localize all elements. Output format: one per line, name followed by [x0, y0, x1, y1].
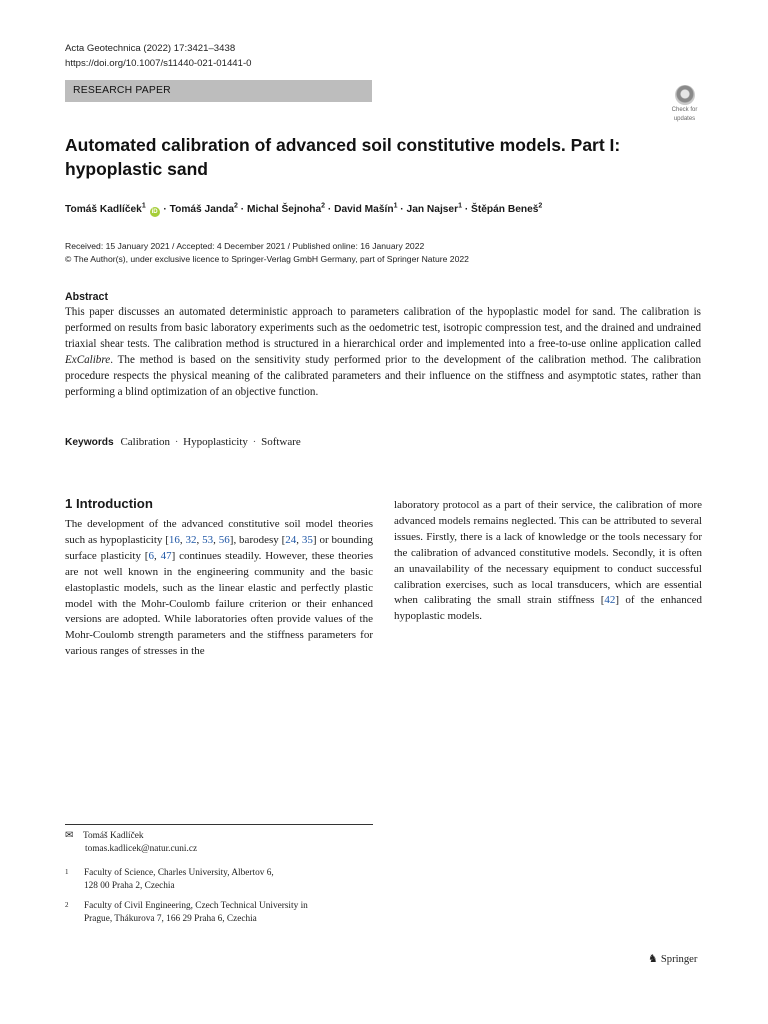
correspondence-email[interactable]: tomas.kadlicek@natur.cuni.cz [85, 844, 198, 854]
publisher-name: Springer [660, 954, 698, 965]
article-type-label: RESEARCH PAPER [73, 85, 171, 96]
badge-text-line1: Check for [671, 107, 698, 113]
footnote-rule [65, 824, 373, 825]
author-separator: · [237, 204, 247, 215]
doi-link[interactable]: https://doi.org/10.1007/s11440-021-01441-0 [65, 58, 252, 69]
keyword: Calibration [120, 436, 170, 448]
intro-paragraph-right [394, 498, 702, 625]
keywords-line [65, 436, 301, 448]
body-text: , [296, 533, 302, 546]
author-separator: · [160, 204, 170, 215]
keyword-separator: · [171, 436, 182, 448]
check-for-updates-badge[interactable] [667, 85, 702, 125]
citation-link[interactable]: 24 [285, 533, 297, 546]
author-affiliation-mark: 1 [393, 202, 398, 210]
author-list [65, 203, 725, 217]
publication-dates: Received: 15 January 2021 / Accepted: 4 December 2021 / Published online: 16 January 2022 [65, 241, 425, 251]
author-name[interactable]: Tomáš Janda [169, 204, 234, 215]
author-affiliation-mark: 2 [321, 202, 326, 210]
affiliation-number: 1 [65, 868, 69, 876]
copyright-notice: © The Author(s), under exclusive licence to Springer-Verlag GmbH Germany, part of Springer Nature 2022 [65, 254, 469, 264]
keyword: Hypoplasticity [183, 436, 248, 448]
abstract-part-1: This paper discusses an automated deterministic approach to parameters calibration of the hypoplastic model for sand. The calibration is performed on results from basic laboratory experiments such as the oedometric test, isotropic compression test, and the drained and undrained triaxial shear tests. The calibration method is structured in a hierarchical order and implemented into a free-to-use online application called [65, 306, 701, 350]
abstract-heading: Abstract [65, 291, 108, 303]
publisher-logo [648, 952, 697, 965]
orcid-icon[interactable]: iD [151, 209, 158, 215]
author-name[interactable]: Štěpán Beneš [471, 204, 539, 215]
journal-header [65, 41, 252, 71]
affiliation-line: Faculty of Civil Engineering, Czech Technical University in [84, 901, 308, 911]
affiliation-line: Prague, Thákurova 7, 166 29 Praha 6, Czechia [84, 914, 257, 924]
body-text: ] of the enhanced hypoplastic models. [394, 594, 703, 623]
envelope-icon: ✉ [65, 830, 74, 841]
affiliation-1 [65, 867, 404, 893]
author-name[interactable]: Tomáš Kadlíček [65, 204, 142, 215]
body-text: The development of the advanced constitutive soil model theories such as hypoplasticity [ [65, 518, 373, 546]
correspondence-name: Tomáš Kadlíček [83, 831, 144, 841]
keyword: Software [261, 436, 301, 448]
citation-link[interactable]: 16 [168, 533, 180, 546]
author-affiliation-mark: 1 [458, 202, 462, 210]
badge-text-line2: updates [673, 115, 696, 122]
journal-citation: Acta Geotechnica (2022) 17:3421–3438 [65, 43, 236, 54]
title-line-1: Automated calibration of advanced soil constitutive models. Part I: [65, 135, 621, 155]
author-affiliation-mark: 2 [538, 202, 543, 210]
body-text: ], barodesy [ [229, 533, 286, 546]
citation-link[interactable]: 32 [185, 533, 197, 546]
keyword-separator: · [249, 436, 260, 448]
body-text: ] or bounding surface plasticity [ [65, 533, 374, 562]
body-text: , [153, 549, 161, 562]
body-text: , [179, 533, 186, 546]
author-name[interactable]: Michal Šejnoha [246, 204, 322, 215]
body-text: , [213, 533, 219, 546]
citation-link[interactable]: 53 [202, 533, 214, 546]
affiliation-line: Faculty of Science, Charles University, Albertov 6, [84, 868, 274, 878]
author-separator: · [461, 204, 472, 215]
publication-info [65, 240, 725, 266]
author-affiliation-mark: 2 [234, 202, 238, 210]
keywords-label: Keywords [65, 437, 114, 448]
title-line-2: hypoplastic sand [65, 159, 208, 179]
intro-paragraph-left [65, 517, 373, 660]
affiliation-number: 2 [65, 901, 69, 909]
abstract-text [65, 305, 701, 400]
citation-link[interactable]: 35 [301, 533, 313, 546]
author-name[interactable]: Jan Najser [406, 204, 459, 215]
affiliation-2 [65, 900, 404, 926]
paper-title [65, 133, 705, 181]
citation-link[interactable]: 6 [148, 549, 154, 562]
section-heading-introduction: 1 Introduction [65, 496, 153, 511]
body-text: laboratory protocol as a part of their service, the calibration of more advanced models remains neglected. This can be attributed to several issues. Firstly, there is a lack of knowledge or the tools necessary for the calibration of advanced constitutive models. Secondly, it is often an unavailability of the necessary equipment to conduct successful calibration exercises, such as local transducers, which are essential when calibrating the small strain stiffness [ [394, 499, 702, 607]
springer-horse-icon: ♞ [648, 953, 658, 965]
author-separator: · [325, 204, 335, 215]
abstract-app-name: ExCalibre [65, 353, 111, 366]
abstract-part-2: . The method is based on the sensitivity study performed prior to the development of the calibration method. The calibration procedure respects the physical meaning of the calibrated parameters and their influence on the stiffness and asymptotic states, rather than performing a blind optimization of an objective function. [65, 353, 701, 398]
body-text: ] continues steadily. However, these theories are not well known in the engineering community and the basic elastoplastic models, such as the linear elastic and perfectly plastic model with the Mohr-Coulomb failure criterion or their enhanced versions are adopted. While laboratories often provide values of the Mohr-Coulomb strength parameters and the stiffness parameters for various ranges of stresses in the [65, 549, 373, 658]
author-separator: · [397, 204, 407, 215]
check-for-updates-icon [675, 85, 695, 105]
body-text: , [196, 533, 203, 546]
citation-link[interactable]: 56 [218, 533, 230, 546]
article-type-banner [65, 80, 372, 102]
affiliation-line: 128 00 Praha 2, Czechia [84, 881, 175, 891]
citation-link[interactable]: 47 [160, 549, 172, 562]
citation-link[interactable]: 42 [604, 594, 616, 607]
author-name[interactable]: David Mašín [334, 204, 394, 215]
correspondence-note [65, 829, 197, 856]
author-affiliation-mark: 1 [141, 202, 146, 210]
